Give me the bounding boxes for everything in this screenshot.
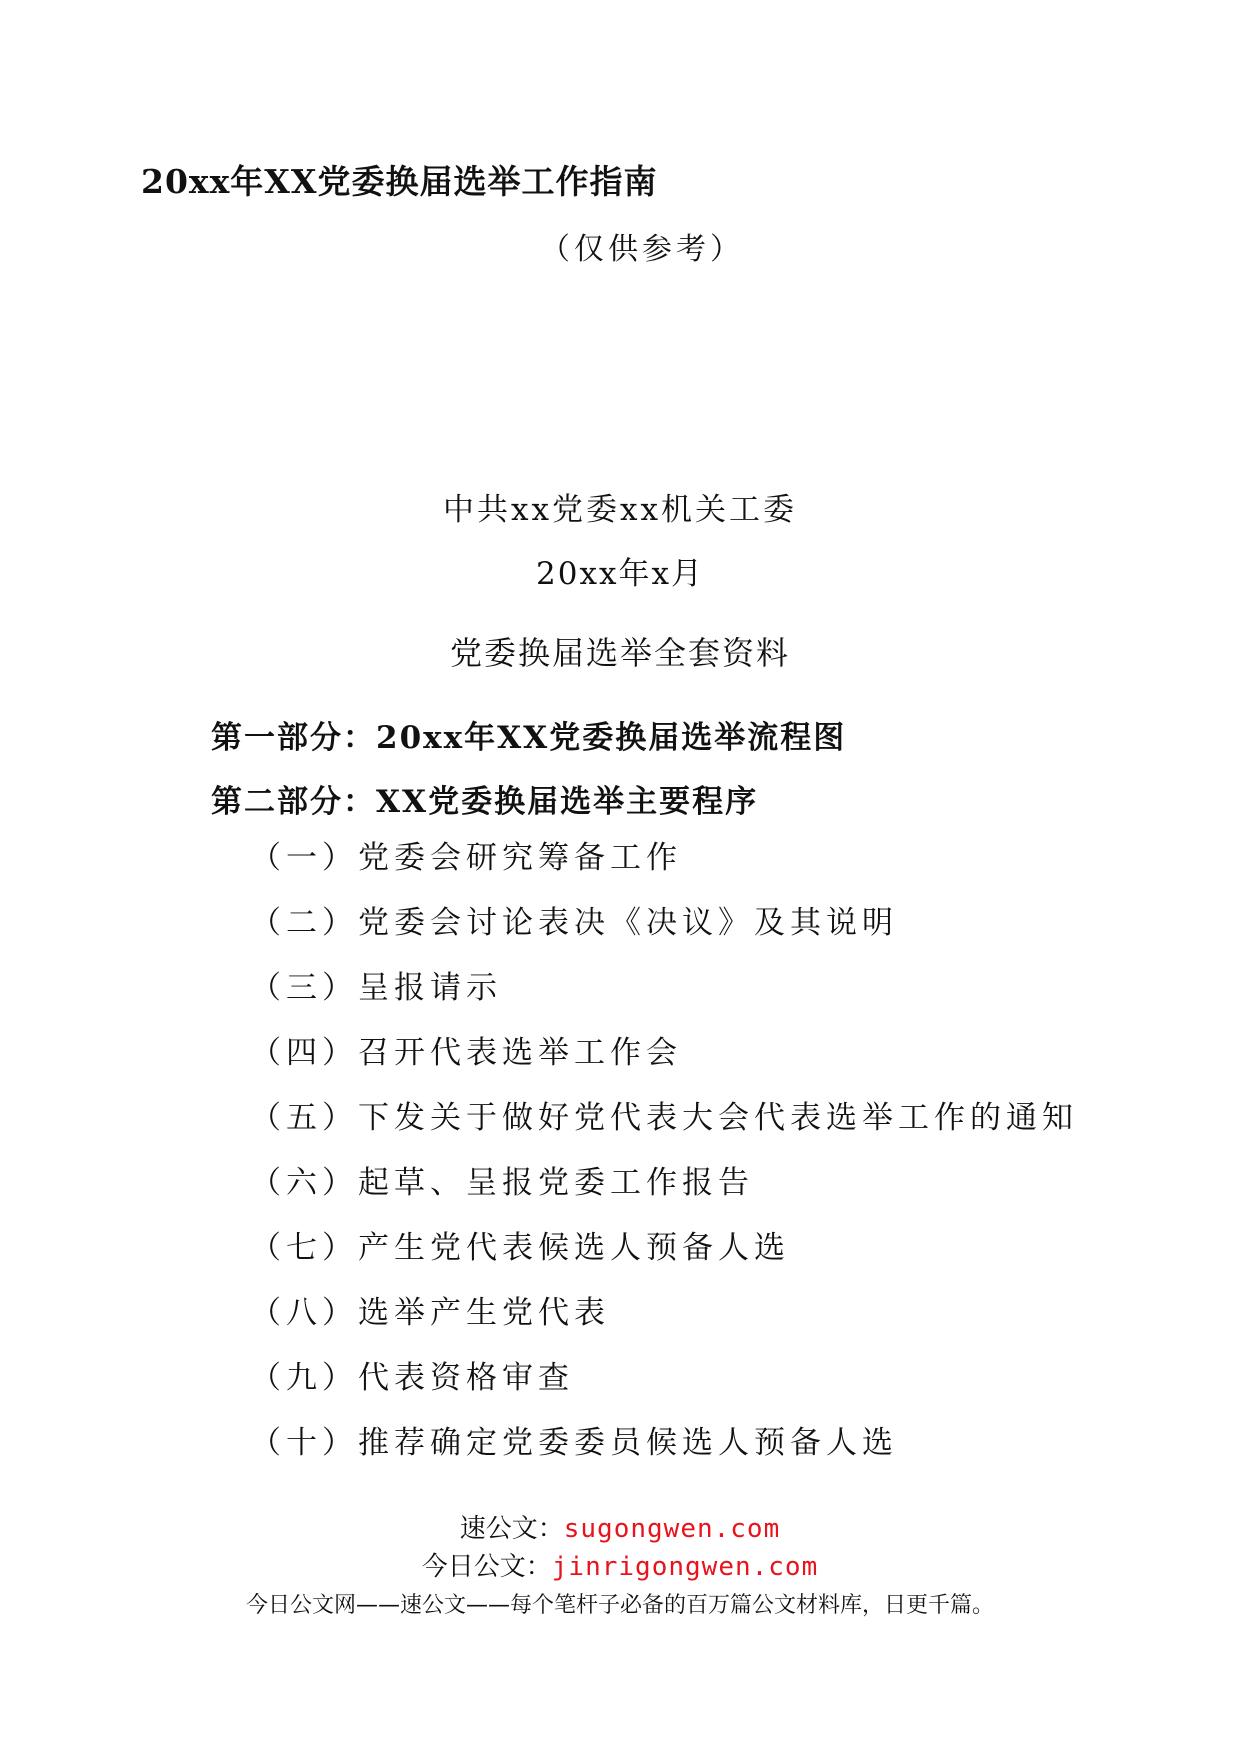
list-item: （四）召开代表选举工作会 [250, 1035, 682, 1071]
list-item: （八）选举产生党代表 [250, 1295, 610, 1331]
footer-line-jinrigongwen [0, 1546, 1240, 1583]
procedure-list [250, 838, 1078, 1488]
set-title: 党委换届选举全套资料 [449, 634, 790, 672]
list-item: （五）下发关于做好党代表大会代表选举工作的通知 [250, 1100, 1078, 1136]
footer-line-sugongwen [0, 1508, 1240, 1545]
list-item: （七）产生党代表候选人预备人选 [250, 1230, 790, 1266]
sugongwen-link[interactable]: sugongwen.com [563, 1514, 781, 1544]
list-item: （十）推荐确定党委委员候选人预备人选 [250, 1425, 898, 1461]
list-item: （二）党委会讨论表决《决议》及其说明 [250, 905, 898, 941]
list-item: （六）起草、呈报党委工作报告 [250, 1165, 754, 1201]
footer-label-sugongwen: 速公文： [459, 1514, 564, 1544]
document-title: 20xx年XX党委换届选举工作指南 [141, 162, 658, 201]
footer-tagline: 今日公文网——速公文——每个笔杆子必备的百万篇公文材料库，日更千篇。 [245, 1593, 994, 1618]
list-item: （一）党委会研究筹备工作 [250, 840, 682, 876]
part-heading-1: 第一部分：20xx年XX党委换届选举流程图 [211, 720, 847, 756]
list-item: （三）呈报请示 [250, 970, 502, 1006]
footer-label-jinrigongwen: 今日公文： [421, 1552, 552, 1582]
document-subtitle: （仅供参考） [540, 232, 744, 267]
list-item: （九）代表资格审查 [250, 1360, 574, 1396]
part-heading-2: 第二部分：XX党委换届选举主要程序 [211, 784, 759, 820]
issue-date: 20xx年x月 [536, 556, 704, 592]
jinrigongwen-link[interactable]: jinrigongwen.com [551, 1552, 819, 1582]
issuer: 中共xx党委xx机关工委 [443, 492, 797, 528]
